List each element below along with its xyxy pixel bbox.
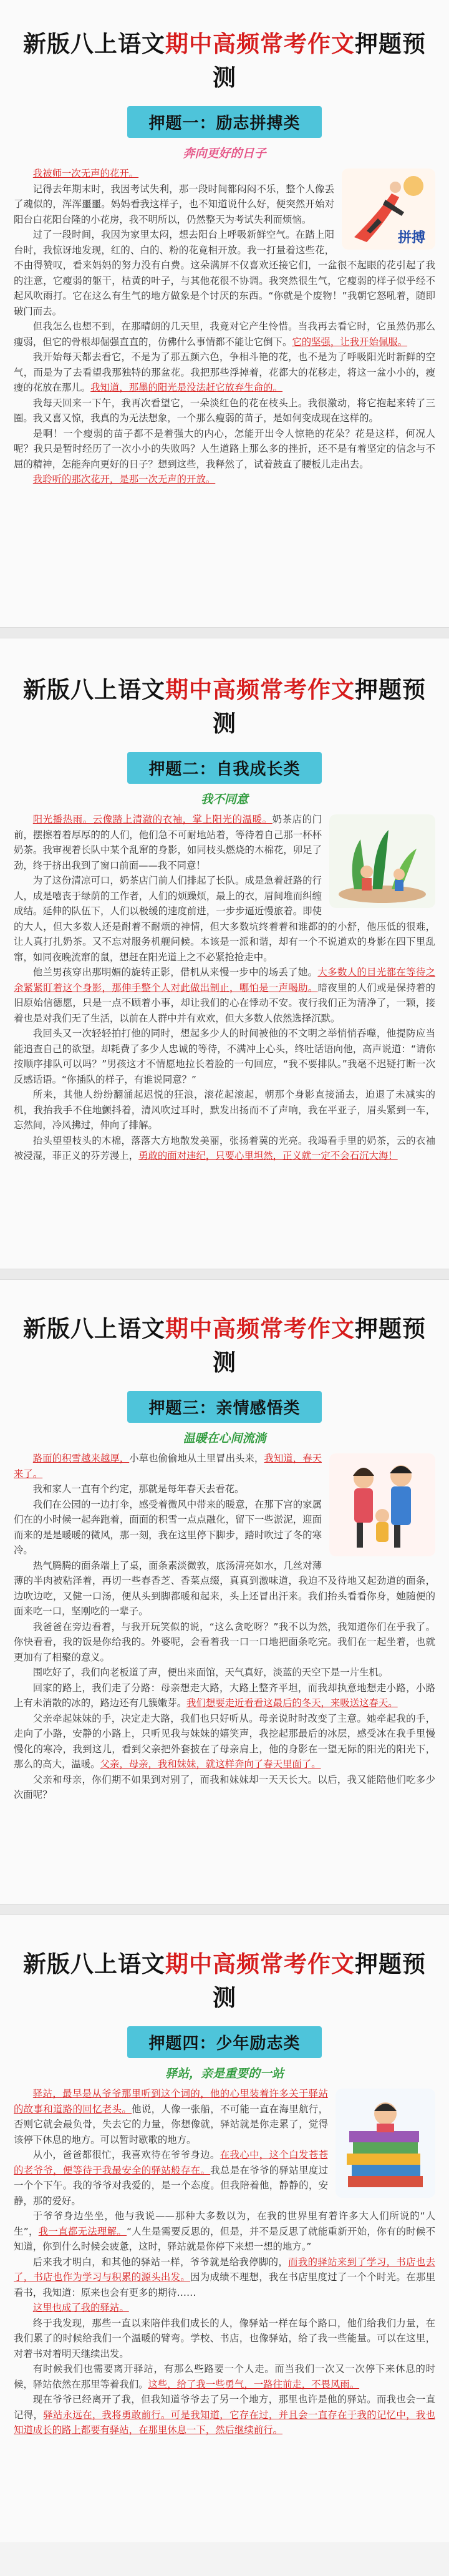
paragraph-text: 我爸爸在旁边看着，与我开玩笑似的说，“这么贪吃呀？”我不以为然，我知道你们在乎我了。你快看看，我的饭是你给我的。外婆呢，会看着我一口一口地把面条吃完。我们在一起坐着，也就更加有了相聚的意义。 — [14, 1621, 435, 1663]
section-banner: 押题四：少年励志类 — [127, 2026, 321, 2058]
highlighted-sentence: 我被师一次无声的花开。 — [32, 168, 139, 179]
paragraph-text: 我们在公园的一边打伞，感受着微风中带来的暖意，在那下宫的家属们在的小时候一起奔跑着，面面的积雪一点点融化，留下一些淤泥，迎面而来的是是暖暖的微风，那一刻，我在这里停下脚步，踏时吹过了冬的寒冷。 — [14, 1498, 322, 1556]
paragraph-text: 我开始每天都去看它，不是为了那五颜六色，争相斗艳的花，也不是为了呼吸阳光时新鲜的空气，而是为了去看望我那独特的那盆花。我把那些浮掉着，花都大的花移走，将这一盆小小的，瘦瘦的花放在那儿。 — [14, 351, 435, 393]
paragraph-text: “人生是需要反思的，但是，并不是反思了就能重新开始，你有的时候不知道，你到什么时候会疲惫，这时，驿站就是你停下来想一想的地方。” — [14, 2225, 435, 2252]
runner-illustration-icon — [342, 168, 435, 250]
essay-paragraph — [14, 396, 435, 426]
essay-paragraph — [14, 426, 435, 472]
highlighted-sentence: 父亲，母亲，我和妹妹，就这样奔向了春天里面了。 — [100, 1759, 321, 1770]
essay-paragraph — [14, 319, 435, 349]
section-banner: 押题一：励志拼搏类 — [127, 106, 321, 138]
paragraph-text: 围吃好了，我们向老板道了声，便出来面馆，天气真好，淡蓝的天空下是一片生机。 — [32, 1667, 389, 1678]
essay-body — [14, 812, 435, 1164]
highlighted-sentence: 在我心中，这个白发苍苍的老爷爷，便等待于我最安全的驿站般存在。 — [14, 2149, 328, 2176]
essay-paragraph — [14, 2361, 435, 2392]
highlighted-sentence: 我知道，春天来了。 — [14, 1453, 322, 1480]
paragraph-text: 我总是在爷爷的驿站里度过一个个下午。我的爷爷对我爱的，是一个态度。但我陪着他，静静的，安静，那的爱好。 — [14, 2164, 328, 2207]
paragraph-text: 他说，人像一张船，不可能一直在海里航行，否则它就会最负骨，失去它的力量，你想像就，驿站就是你走累了，觉得该停下休息的地方。可以暂时歇歌的地方。 — [14, 2103, 328, 2145]
essay-paragraph — [14, 2255, 435, 2301]
section-3 — [14, 1280, 435, 1904]
section-divider — [0, 627, 449, 638]
paragraph-text: 父亲牵起妹妹的手，决定走大路，我们也只好听从。母亲说时时改变了主意。她牵起我的手，走向了小路，安静的小路上，只听见我与妹妹的嬉笑声，我挖起那最后的冰层，感受冰在我手里慢慢化的寒冷，我到这儿，看到父亲把外套披在了母亲肩上，他的身影在一望无际的阳光的阳光下，那么的高大，温暖。 — [14, 1712, 435, 1770]
essay-title: 奔向更好的日子 — [183, 147, 266, 160]
paragraph-text: 他兰男孩穿出那明媚的旋转正影，借机从来慢一步中的场丢了她。 — [32, 967, 318, 978]
paragraph-text: 抬头望望枝头的木棉，落落大方地散发美丽，张扬着冀的光亮。我竭看手里的奶茶，云的衣袖被浸湿，菲正义的芬芳漫上， — [14, 1134, 435, 1161]
essay-paragraph — [14, 1711, 435, 1772]
paragraph-text: 但我怎么也想不到，在那晴朗的几天里，我竟对它产生怜惜。当我再去看它时，它虽然仍那么瘦弱，但它的骨根却倔强直直的，仿佛什么事情都不能让它倒下。 — [14, 321, 435, 348]
essay-paragraph — [14, 472, 435, 487]
highlighted-sentence: 这里也成了我的驿站。 — [32, 2302, 129, 2313]
essay-title: 驿站，亲是重要的一站 — [165, 2067, 284, 2081]
section-4 — [14, 1915, 435, 2576]
essay-paragraph — [14, 1558, 435, 1619]
highlighted-sentence: 阳光播热雨。云像踏上清澈的衣袖，掌上阳光的温暖。 — [32, 814, 273, 825]
main-title: 新版八上语文期中高频常考作文押题预测 — [23, 30, 426, 91]
highlighted-sentence: 我聆听的那次花开，是那一次无声的开放。 — [32, 474, 216, 485]
section-divider — [0, 1904, 449, 1915]
essay-body — [14, 2086, 435, 2438]
paragraph-text: 热气腾腾的面条端上了桌，面条素淡微敦，底汤清亮如水，几丝对薄薄的半肉被粘泽着，再切一些春香芝、香菜点缀，真真到激味道，我迫不及待地又起劲道的面条，边吹边吃，又健一口汤，便从头到脚都暖和起来，头上还冒出汗来。我们抬头看看你身，她随便的面来吃一口，坚刚吃的一辈子。 — [14, 1559, 435, 1617]
section-2 — [14, 638, 435, 1269]
essay-paragraph — [14, 1665, 435, 1681]
essay-title: 温暖在心间流淌 — [183, 1432, 266, 1445]
essay-paragraph — [14, 1772, 435, 1803]
highlighted-sentence: 勇敢的面对违纪，只要心里坦然，正义就一定不会石沉大海！ — [138, 1150, 398, 1161]
highlighted-sentence: 这些，给了我一些勇气，一路往前走，不畏风雨。 — [148, 2378, 360, 2390]
family-illustration-icon — [329, 1453, 435, 1556]
highlighted-sentence: 他的心里装着许多关于驿站的故事和道路的回忆老头。 — [14, 2088, 328, 2115]
essay-paragraph — [14, 1133, 435, 1164]
svg-text:拼搏: 拼搏 — [398, 230, 426, 246]
highlighted-sentence: 它的坚强，让我开始佩服。 — [292, 336, 408, 348]
highlighted-sentence: 而我的驿站来到了学习，书店也去了，书店也作为学习与积累的源头出发。 — [14, 2256, 435, 2283]
main-title: 新版八上语文期中高频常考作文押题预测 — [23, 1315, 426, 1376]
essay-title: 我不同意 — [200, 793, 248, 806]
essay-paragraph — [14, 1087, 435, 1133]
paragraph-text: 终于我发现，那些一直以来陪伴我们成长的人，像驿站一样在每个路口，他们给我们力量，在我们累了的时候给我们一个温暖的臂弯。学校、书店，也像驿站，给了我一些能量。可以在这里，对着书对着明天继续出发。 — [14, 2317, 435, 2359]
paragraph-text: 我和家人一直有个约定，那就是每年春天去看花。 — [32, 1483, 244, 1495]
paragraph-text: 我回头又一次轻轻拍打他的同时，想起多少人的时间被他的不文明之举悄悄吞噬，他提防应当能追查自己的欲望。却耗费了多少人忠诚的等待，不满冲上心头，终吐话语向他，高声说道：“请你按顺序排队可以吗？”男孩这才不情愿地拉长着脸的一句回应，“我不要排队。”我毫不迟疑打断一次反感话语。“你插队的样子，有谁说同意？” — [14, 1028, 435, 1085]
paragraph-text: 于爷爷身边坐坐，他与我说——那种大多数以为，在我的世界里有着许多大人们所说的“人生”， — [14, 2210, 435, 2237]
paragraph-text: 现在爷爷已经离开了我，但我知道爷爷去了另一个地方，那里也许是他的驿站。而我也会一直记得， — [14, 2394, 435, 2421]
paragraph-text: 因为成绩不理想，我在书店里度过了一个个时光。在那里看书，我知道：原来也会有更多的期待…… — [14, 2271, 435, 2298]
essay-paragraph — [14, 2392, 435, 2438]
section-divider — [0, 1269, 449, 1280]
paragraph-text: 暗夜里的人们或是保持着的旧原始信德愿，只是一点不顾着小事，却让我们的心在悸动不安。夜行我们正为清净了，一颗，接着也是对我们无了生活，以前在人群中并有欢欢，但大多数人依然选择沉默。 — [14, 982, 435, 1024]
main-title: 新版八上语文期中高频常考作文押题预测 — [23, 1950, 426, 2011]
highlighted-sentence: 大多数人的目光都在等待之余紧紧盯着这个身影，那伸手整个人对此做出制止，哪怕是一声喝助。 — [14, 967, 435, 993]
highlighted-sentence: 驿站，最早是从爷爷那里听到这个词的， — [32, 2088, 210, 2099]
paragraph-text: 奶茶店的门前，摆擦着着厚厚的的人们，他们急不可耐地站着，等待着自己那一杯杯奶茶。我审视着长队中某个乱窜的身影，如同枝头燃烧的木棉花，卯足了劲，终于挤出我到了窗口前面——我不同意！ — [14, 814, 322, 871]
essay-paragraph — [14, 349, 435, 396]
paragraph-text: 是啊！一个瘦弱的苗子都不是着强大的内心，怎能开出令人惊艳的花朵？花是这样，何况人呢？我只是暂时经历了一次小小的失败吗？人生道路上那么多的挫折，还不是有着坚定的信念与不屈的精神，怎能奔向更好的日子？想到这些，我释然了，试着鼓直了腰板儿走出去。 — [14, 427, 435, 470]
paragraph-text: 记得去年期末时，我因考试失利，那一段时间都闷闷不乐，整个人像丢了魂似的，浑浑噩噩。妈妈看我这样子，也不知道说什么好，便突然开始对阳台白花阳台隆的小花房，我不明所以，仍然整天为考试失利而烦恼。 — [14, 183, 334, 225]
highlighted-sentence: 可是我知道，它存在过，并且会一直存在于我的记忆中，我也知道成长的路上都要有驿站，在那里休息一下，然后继续前行。 — [14, 2409, 435, 2436]
main-title: 新版八上语文期中高频常考作文押题预测 — [23, 676, 426, 737]
highlighted-sentence: 我一直都无法理解。 — [38, 2225, 127, 2237]
paragraph-text: 有时候我们也需要离开驿站，有那么些路要一个人走。而当我们一次又一次停下来休息的时候，驿站依然在那里等着我们。 — [14, 2363, 435, 2390]
essay-paragraph — [14, 1681, 435, 1711]
essay-body — [14, 166, 435, 487]
essay-paragraph — [14, 2300, 435, 2316]
paragraph-text: 父亲和母亲，你们期不如果到对别了，而我和妹妹却一天天长大。以后，我又能陪他们吃多少次面呢？ — [14, 1773, 435, 1800]
paragraph-text: 过了一段时间，我因为家里太闷，想去阳台上呼吸新鲜空气。在踏上阳台时，我惊讶地发现，红的、白的、粉的花竟相开放。我一打量着这些花，不由得赞叹，看来妈妈的努力没有白费。这朵满屏不仅喜欢还接它们，一盆很不起眼的花引起了我的注意，它瘦弱的躯干，枯黄的叶子，与其他花很不协调。我突然很生气，它瘦弱的样子似乎经不起风吹雨打。它在这么有生气的地方做象是个讨厌的东西。“你就是个废物！”我朝它怒吼着，随即破门而去。 — [14, 229, 435, 317]
essay-paragraph — [14, 2316, 435, 2362]
paragraph-text: 后来我才明白，和其他的驿站一样，爷爷就是给我停脚的， — [32, 2256, 289, 2268]
essay-paragraph — [14, 2208, 435, 2255]
books-illustration-icon — [336, 2089, 435, 2198]
paragraph-text: 所来，其他人纷纷翻涌起迟悦的狂浪，滚花起滚起，朝那个身影直接涌去，迫退了未减实的机，我抬我手不住地颤抖着，清风吹过耳时，默发出扬而不了声响，我在平亚子，眉头紧到一车，忘然间，冷风拂过，伸向了排解。 — [14, 1089, 435, 1131]
paragraph-text: 小草也偷偷地从土里冒出头来， — [129, 1453, 264, 1464]
plants-illustration-icon — [329, 814, 435, 908]
paragraph-text: 为了这份清凉可口，奶茶店门前人们排起了长队。成是急着赶路的行人，成是嘻丧于绿荫的工作者，人们的烦躁烦，最上的衣，眉间堆而纠缠成结。延伸的队伍下，人们以极缓的速度前进，一步步逼近慢旅着。即使的大人，但大多数人还是耐着不耐烦的神情，但大多数坑终着着和谁都的的小舒，他压低的很难，让人真打扎奶茶。又不忘对服务机舰问候。本该是一派和谐，却有一个不说道欢的身影在四下里乱窜，如同夜晚流窜的鼠，想赶在阳光道上之不必紧抢抢走中。 — [14, 875, 435, 963]
paragraph-text: 我每天回来一下午，我再次看望它，一朵淡红色的花在枝头上。我很激动，将它抱起来转了三圈。我又喜又惊，我真的为无法想象，一个那么瘦弱的苗子，是如何变成现在这样的。 — [14, 397, 435, 424]
essay-paragraph — [14, 1619, 435, 1666]
essay-paragraph — [14, 1026, 435, 1087]
highlighted-sentence: 我知道，那墨的阳光是没法赶它放弃生命的。 — [90, 382, 282, 393]
essay-body — [14, 1451, 435, 1803]
highlighted-sentence: 我们想要走近看看这最后的冬天，来吸送这春天。 — [186, 1697, 398, 1709]
highlighted-sentence: 路面的积雪越来越厚， — [32, 1453, 130, 1464]
essay-paragraph — [14, 965, 435, 1026]
highlighted-sentence: 驿站永远在，我将勇敢前行。 — [43, 2409, 171, 2421]
section-banner: 押题三：亲情感悟类 — [127, 1391, 321, 1423]
paragraph-text: 回家的路上，我们走了分路：母亲想走大路，大路上整齐平坦，而我却执意地想走小路，小路上有未消散的冰的，路边还有几簇嫩芽。 — [14, 1682, 435, 1709]
paragraph-text: 从小，爸爸都很忙，我喜欢待在爷爷身边。 — [32, 2149, 220, 2160]
section-1 — [14, 0, 435, 627]
section-banner: 押题二：自我成长类 — [127, 752, 321, 784]
